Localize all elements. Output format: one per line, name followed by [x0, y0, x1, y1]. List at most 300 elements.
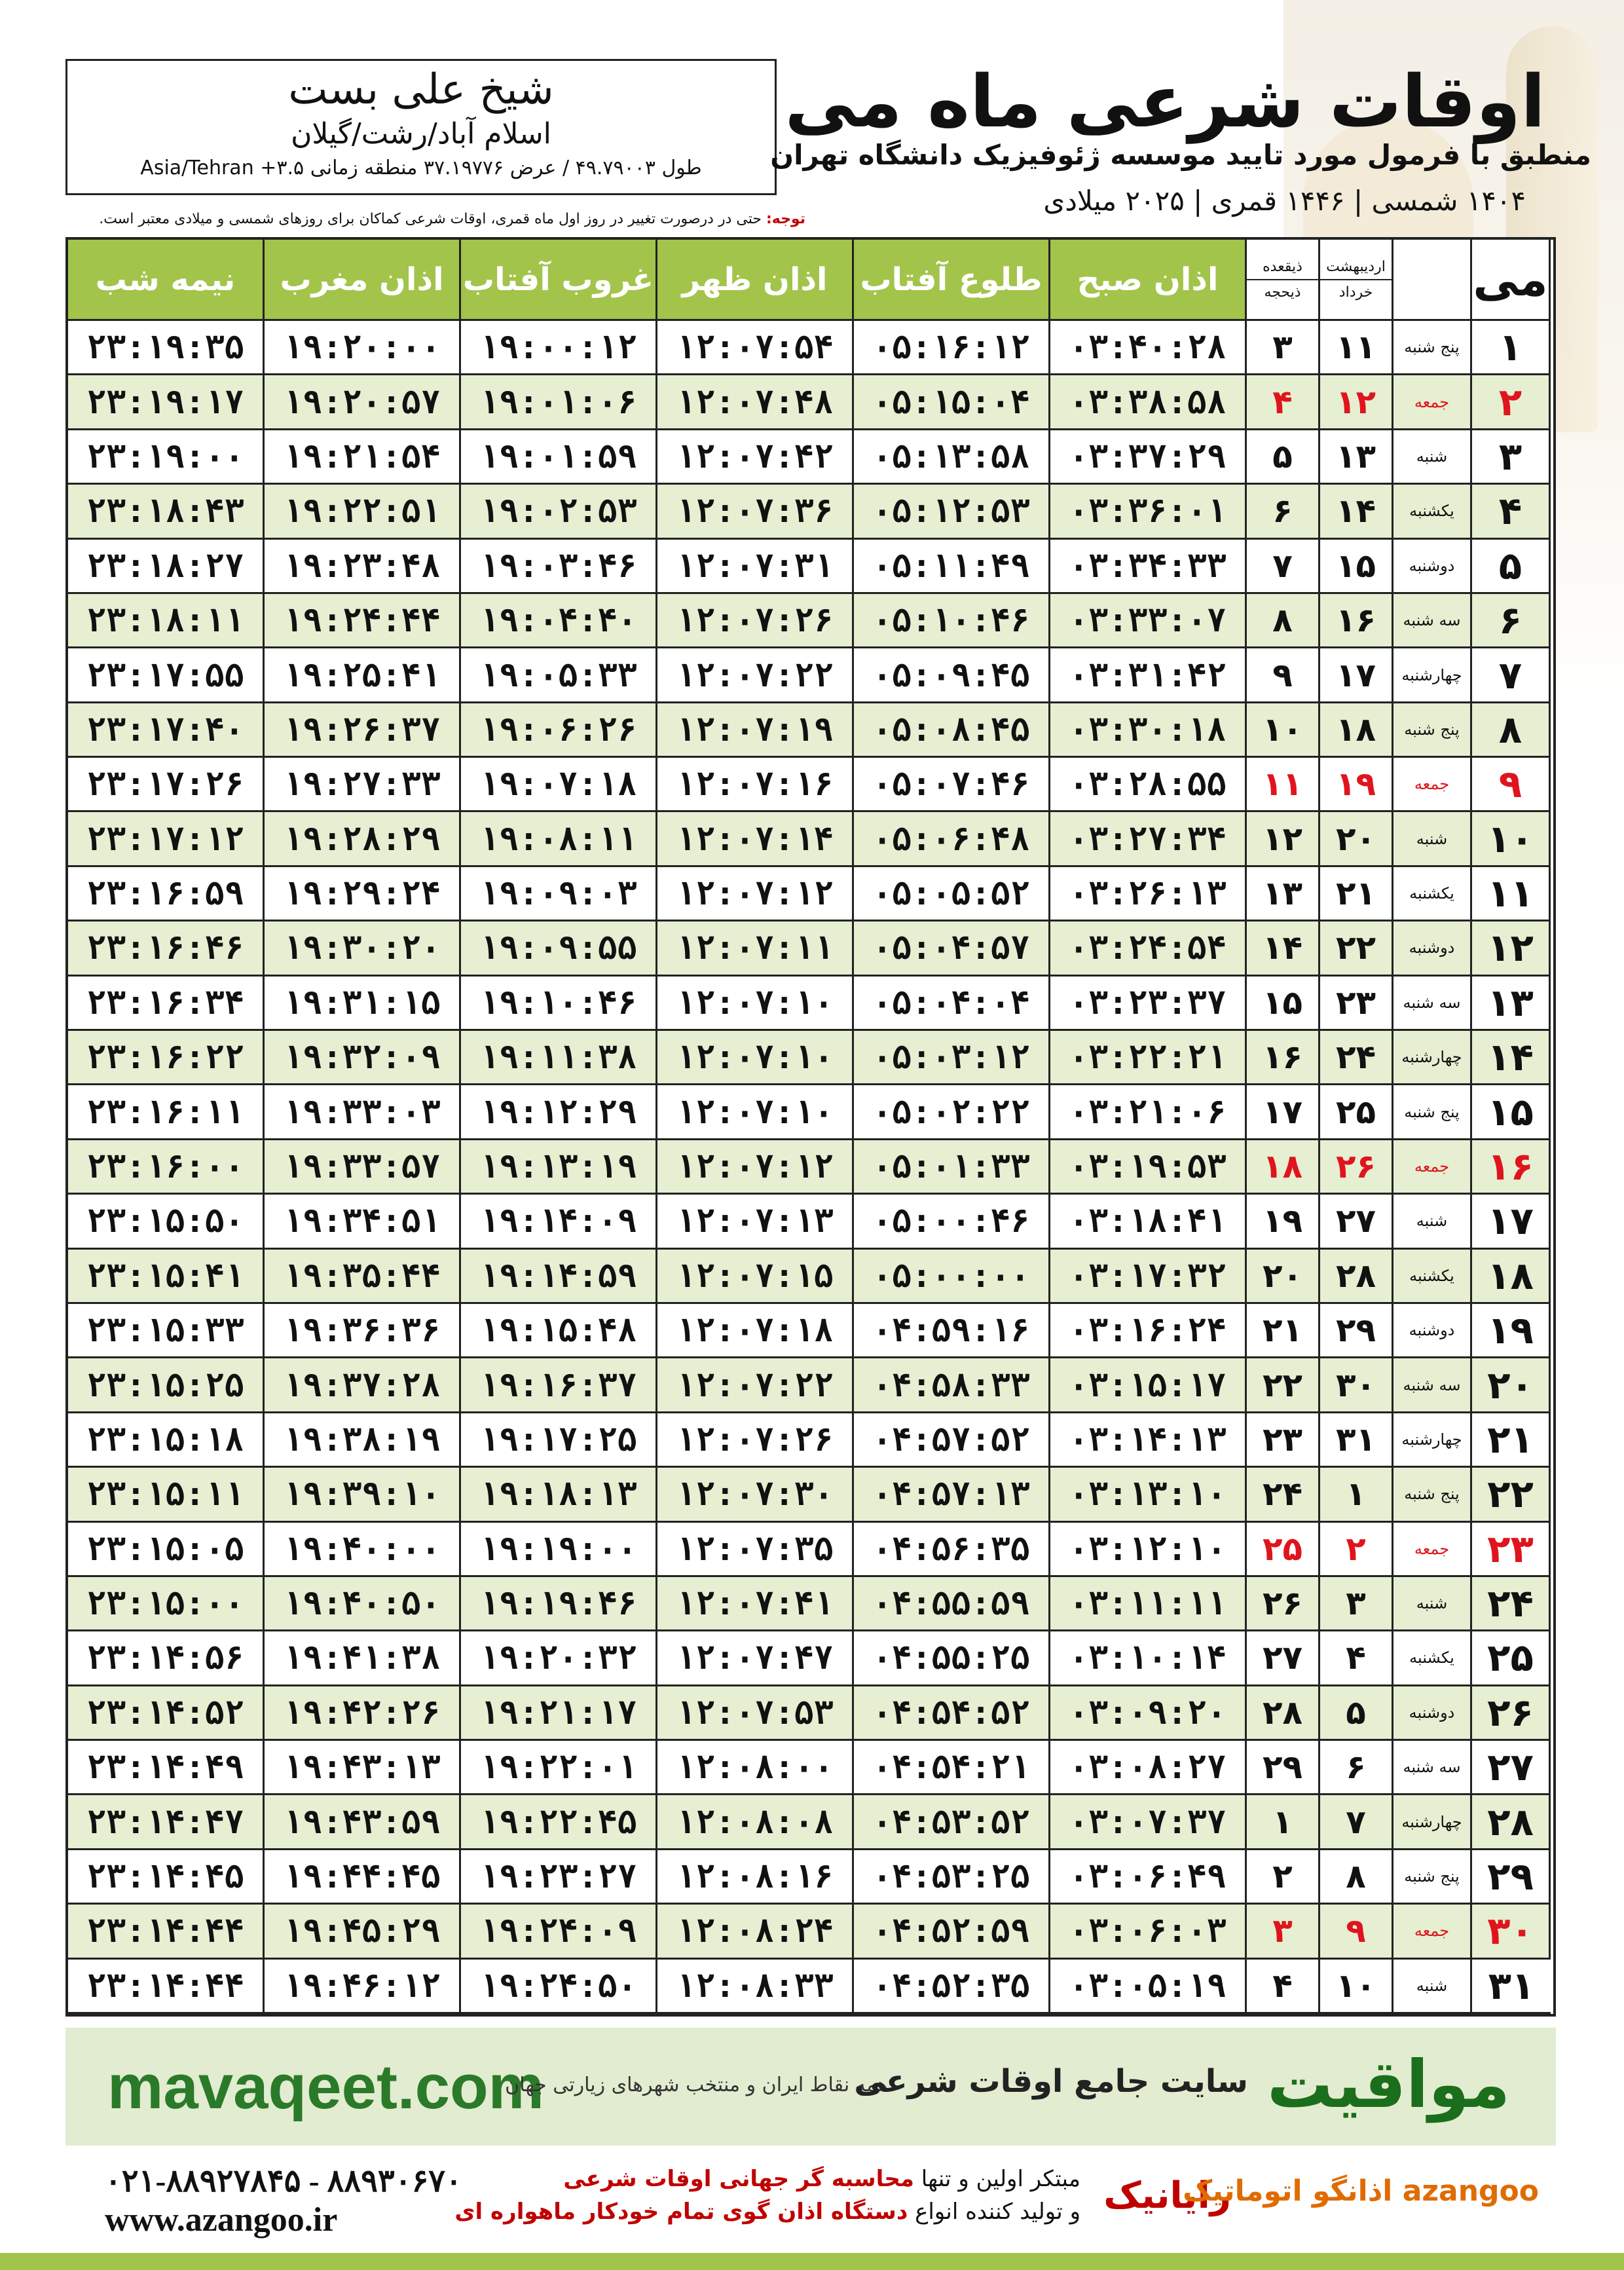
cell-day-name: شنبه [1393, 1195, 1472, 1249]
cell-dhuhr: ۱۲:۰۷:۴۷ [657, 1631, 854, 1686]
cell-midnight: ۲۳:۱۵:۳۳ [68, 1304, 265, 1358]
cell-sunrise: ۰۴:۵۷:۱۳ [854, 1468, 1050, 1522]
cell-sunset: ۱۹:۰۹:۰۳ [461, 867, 657, 921]
cell-sunset: ۱۹:۰۴:۴۰ [461, 594, 657, 648]
cell-mi-day: ۳۰ [1472, 1905, 1551, 1959]
cell-fajr: ۰۳:۰۸:۲۷ [1050, 1741, 1247, 1795]
cell-day-name: جمعه [1393, 1905, 1472, 1959]
cell-sunset: ۱۹:۱۷:۲۵ [461, 1413, 657, 1468]
cell-sunrise: ۰۵:۰۴:۵۷ [854, 921, 1050, 976]
header-qamari-top: ذیقعده [1247, 259, 1318, 280]
cell-fajr: ۰۳:۲۱:۰۶ [1050, 1085, 1247, 1140]
cell-shamsi-day: ۳ [1320, 1577, 1393, 1631]
cell-day-name: پنج شنبه [1393, 1085, 1472, 1140]
cell-sunrise: ۰۴:۵۷:۵۲ [854, 1413, 1050, 1468]
cell-qamari-day: ۲۲ [1247, 1358, 1320, 1413]
cell-mi-day: ۲۷ [1472, 1741, 1551, 1795]
cell-sunset: ۱۹:۱۳:۱۹ [461, 1140, 657, 1195]
cell-sunrise: ۰۵:۱۳:۵۸ [854, 430, 1050, 485]
cell-sunrise: ۰۴:۵۴:۲۱ [854, 1741, 1050, 1795]
cell-midnight: ۲۳:۱۶:۱۱ [68, 1085, 265, 1140]
rayanik-logo: رایانیک [1103, 2174, 1231, 2217]
cell-day-name: جمعه [1393, 1523, 1472, 1577]
cell-mi-day: ۲۵ [1472, 1631, 1551, 1686]
cell-midnight: ۲۳:۱۵:۱۸ [68, 1413, 265, 1468]
cell-day-name: جمعه [1393, 758, 1472, 812]
cell-shamsi-day: ۲۰ [1320, 812, 1393, 866]
cell-shamsi-day: ۲۵ [1320, 1085, 1393, 1140]
cell-sunset: ۱۹:۲۴:۵۰ [461, 1960, 657, 2014]
cell-day-name: پنج شنبه [1393, 1850, 1472, 1905]
cell-midnight: ۲۳:۱۵:۵۰ [68, 1195, 265, 1249]
cell-maghrib: ۱۹:۳۷:۲۸ [265, 1358, 461, 1413]
cell-sunrise: ۰۵:۰۴:۰۴ [854, 977, 1050, 1031]
cell-fajr: ۰۳:۱۰:۱۴ [1050, 1631, 1247, 1686]
cell-maghrib: ۱۹:۳۵:۴۴ [265, 1250, 461, 1304]
cell-dhuhr: ۱۲:۰۷:۱۶ [657, 758, 854, 812]
cell-maghrib: ۱۹:۳۰:۲۰ [265, 921, 461, 976]
cell-dhuhr: ۱۲:۰۷:۲۶ [657, 1413, 854, 1468]
cell-qamari-day: ۲۵ [1247, 1523, 1320, 1577]
header-dhuhr: اذان ظهر [657, 240, 854, 321]
cell-fajr: ۰۳:۳۱:۴۲ [1050, 648, 1247, 703]
cell-shamsi-day: ۸ [1320, 1850, 1393, 1905]
cell-maghrib: ۱۹:۴۱:۳۸ [265, 1631, 461, 1686]
cell-sunset: ۱۹:۰۰:۱۲ [461, 321, 657, 375]
cell-mi-day: ۱۷ [1472, 1195, 1551, 1249]
cell-sunset: ۱۹:۲۱:۱۷ [461, 1686, 657, 1741]
cell-qamari-day: ۵ [1247, 430, 1320, 485]
cell-shamsi-day: ۳۱ [1320, 1413, 1393, 1468]
cell-midnight: ۲۳:۱۵:۲۵ [68, 1358, 265, 1413]
cell-maghrib: ۱۹:۴۴:۴۵ [265, 1850, 461, 1905]
cell-sunset: ۱۹:۰۸:۱۱ [461, 812, 657, 866]
cell-maghrib: ۱۹:۳۴:۵۱ [265, 1195, 461, 1249]
cell-sunrise: ۰۵:۰۹:۴۵ [854, 648, 1050, 703]
cell-mi-day: ۲۸ [1472, 1795, 1551, 1850]
cell-midnight: ۲۳:۱۴:۵۲ [68, 1686, 265, 1741]
cell-mi-day: ۲۰ [1472, 1358, 1551, 1413]
header-month: می [1472, 240, 1551, 321]
cell-sunrise: ۰۵:۰۰:۰۰ [854, 1250, 1050, 1304]
cell-qamari-day: ۲۰ [1247, 1250, 1320, 1304]
cell-midnight: ۲۳:۱۶:۳۴ [68, 977, 265, 1031]
cell-midnight: ۲۳:۱۵:۰۵ [68, 1523, 265, 1577]
cell-qamari-day: ۲۶ [1247, 1577, 1320, 1631]
cell-dhuhr: ۱۲:۰۷:۱۹ [657, 703, 854, 758]
cell-mi-day: ۲ [1472, 375, 1551, 430]
cell-sunrise: ۰۵:۱۱:۴۹ [854, 540, 1050, 594]
cell-shamsi-day: ۷ [1320, 1795, 1393, 1850]
cell-shamsi-day: ۱ [1320, 1468, 1393, 1522]
cell-dhuhr: ۱۲:۰۷:۱۰ [657, 1031, 854, 1085]
cell-shamsi-day: ۱۵ [1320, 540, 1393, 594]
cell-maghrib: ۱۹:۲۹:۲۴ [265, 867, 461, 921]
cell-shamsi-day: ۱۹ [1320, 758, 1393, 812]
cell-day-name: چهارشنبه [1393, 1031, 1472, 1085]
footer-line1-b: محاسبه گر جهانی اوقات شرعی [563, 2166, 914, 2192]
cell-dhuhr: ۱۲:۰۷:۱۴ [657, 812, 854, 866]
cell-dhuhr: ۱۲:۰۷:۵۴ [657, 321, 854, 375]
cell-midnight: ۲۳:۱۵:۴۱ [68, 1250, 265, 1304]
cell-maghrib: ۱۹:۲۷:۳۳ [265, 758, 461, 812]
cell-mi-day: ۹ [1472, 758, 1551, 812]
cell-shamsi-day: ۱۴ [1320, 485, 1393, 539]
cell-mi-day: ۸ [1472, 703, 1551, 758]
cell-day-name: پنج شنبه [1393, 321, 1472, 375]
cell-dhuhr: ۱۲:۰۸:۳۳ [657, 1960, 854, 2014]
cell-midnight: ۲۳:۱۴:۴۵ [68, 1850, 265, 1905]
note [60, 211, 805, 227]
cell-mi-day: ۱۱ [1472, 867, 1551, 921]
cell-fajr: ۰۳:۱۵:۱۷ [1050, 1358, 1247, 1413]
cell-dhuhr: ۱۲:۰۷:۲۶ [657, 594, 854, 648]
note-text: حتی در درصورت تغییر در روز اول ماه قمری، اوقات شرعی کماکان برای روزهای شمسی و میلادی معتبر است. [99, 211, 762, 227]
cell-midnight: ۲۳:۱۹:۳۵ [68, 321, 265, 375]
cell-fajr: ۰۳:۱۷:۳۲ [1050, 1250, 1247, 1304]
cell-maghrib: ۱۹:۲۰:۰۰ [265, 321, 461, 375]
cell-mi-day: ۶ [1472, 594, 1551, 648]
cell-qamari-day: ۶ [1247, 485, 1320, 539]
cell-qamari-day: ۱۵ [1247, 977, 1320, 1031]
cell-dhuhr: ۱۲:۰۷:۱۸ [657, 1304, 854, 1358]
cell-sunset: ۱۹:۲۰:۳۲ [461, 1631, 657, 1686]
cell-day-name: شنبه [1393, 812, 1472, 866]
cell-qamari-day: ۲۱ [1247, 1304, 1320, 1358]
cell-sunrise: ۰۵:۰۷:۴۶ [854, 758, 1050, 812]
cell-fajr: ۰۳:۱۲:۱۰ [1050, 1523, 1247, 1577]
cell-fajr: ۰۳:۱۶:۲۴ [1050, 1304, 1247, 1358]
cell-maghrib: ۱۹:۴۲:۲۶ [265, 1686, 461, 1741]
cell-shamsi-day: ۱۰ [1320, 1960, 1393, 2014]
cell-sunset: ۱۹:۱۵:۴۸ [461, 1304, 657, 1358]
cell-qamari-day: ۱۳ [1247, 867, 1320, 921]
cell-qamari-day: ۲۴ [1247, 1468, 1320, 1522]
cell-mi-day: ۳۱ [1472, 1960, 1551, 2014]
cell-sunrise: ۰۴:۵۴:۵۲ [854, 1686, 1050, 1741]
header-sunrise: طلوع آفتاب [854, 240, 1050, 321]
cell-dhuhr: ۱۲:۰۷:۱۵ [657, 1250, 854, 1304]
cell-day-name: شنبه [1393, 1577, 1472, 1631]
cell-maghrib: ۱۹:۳۱:۱۵ [265, 977, 461, 1031]
cell-day-name: جمعه [1393, 1140, 1472, 1195]
cell-day-name: سه شنبه [1393, 594, 1472, 648]
cell-shamsi-day: ۱۳ [1320, 430, 1393, 485]
cell-sunrise: ۰۵:۰۸:۴۵ [854, 703, 1050, 758]
page-title: اوقات شرعی ماه می [784, 60, 1545, 143]
cell-shamsi-day: ۱۶ [1320, 594, 1393, 648]
cell-shamsi-day: ۳۰ [1320, 1358, 1393, 1413]
cell-mi-day: ۳ [1472, 430, 1551, 485]
footer-text [454, 2163, 1080, 2228]
cell-midnight: ۲۳:۱۹:۰۰ [68, 430, 265, 485]
cell-shamsi-day: ۱۲ [1320, 375, 1393, 430]
cell-sunset: ۱۹:۰۲:۵۳ [461, 485, 657, 539]
header-shamsi-bottom: خرداد [1338, 284, 1373, 301]
cell-shamsi-day: ۱۱ [1320, 321, 1393, 375]
mavaqeet-banner [65, 2028, 1556, 2146]
cell-midnight: ۲۳:۱۵:۰۰ [68, 1577, 265, 1631]
cell-sunset: ۱۹:۱۴:۰۹ [461, 1195, 657, 1249]
cell-sunset: ۱۹:۱۲:۲۹ [461, 1085, 657, 1140]
cell-midnight: ۲۳:۱۸:۱۱ [68, 594, 265, 648]
cell-sunrise: ۰۵:۰۲:۲۲ [854, 1085, 1050, 1140]
cell-maghrib: ۱۹:۲۶:۳۷ [265, 703, 461, 758]
cell-mi-day: ۲۴ [1472, 1577, 1551, 1631]
page-subtitle: منطبق با فرمول مورد تایید موسسه ژئوفیزیک دانشگاه تهران [770, 139, 1591, 171]
note-label: توجه: [766, 211, 805, 227]
cell-shamsi-day: ۲۴ [1320, 1031, 1393, 1085]
cell-maghrib: ۱۹:۳۳:۰۳ [265, 1085, 461, 1140]
cell-dhuhr: ۱۲:۰۷:۳۵ [657, 1523, 854, 1577]
banner-tagline: سایت جامع اوقات شرعی [854, 2063, 1248, 2100]
banner-tagline-secondary: همه نقاط ایران و منتخب شهرهای زیارتی جهان [505, 2074, 888, 2096]
cell-sunset: ۱۹:۱۰:۴۶ [461, 977, 657, 1031]
cell-midnight: ۲۳:۱۷:۴۰ [68, 703, 265, 758]
cell-sunset: ۱۹:۱۹:۰۰ [461, 1523, 657, 1577]
calendar-dates: ۱۴۰۴ شمسی | ۱۴۴۶ قمری | ۲۰۲۵ میلادی [1043, 185, 1526, 217]
cell-qamari-day: ۱۰ [1247, 703, 1320, 758]
cell-sunrise: ۰۵:۰۵:۵۲ [854, 867, 1050, 921]
cell-midnight: ۲۳:۱۹:۱۷ [68, 375, 265, 430]
cell-midnight: ۲۳:۱۶:۴۶ [68, 921, 265, 976]
cell-dhuhr: ۱۲:۰۷:۱۱ [657, 921, 854, 976]
cell-dhuhr: ۱۲:۰۷:۴۱ [657, 1577, 854, 1631]
header-fajr: اذان صبح [1050, 240, 1247, 321]
cell-qamari-day: ۷ [1247, 540, 1320, 594]
cell-qamari-day: ۲۳ [1247, 1413, 1320, 1468]
cell-dhuhr: ۱۲:۰۷:۳۶ [657, 485, 854, 539]
cell-dhuhr: ۱۲:۰۷:۱۰ [657, 977, 854, 1031]
cell-qamari-day: ۲۸ [1247, 1686, 1320, 1741]
cell-qamari-day: ۴ [1247, 375, 1320, 430]
phone-numbers: ۰۲۱-۸۸۹۲۷۸۴۵ - ۸۸۹۳۰۶۷۰ [105, 2164, 462, 2199]
cell-shamsi-day: ۱۸ [1320, 703, 1393, 758]
cell-sunrise: ۰۴:۵۲:۳۵ [854, 1960, 1050, 2014]
cell-midnight: ۲۳:۱۶:۰۰ [68, 1140, 265, 1195]
coordinates: طول ۴۹.۷۹۰۰۳ / عرض ۳۷.۱۹۷۷۶ منطقه زمانی ۳.۵+ Asia/Tehran [140, 157, 702, 179]
cell-dhuhr: ۱۲:۰۷:۲۲ [657, 648, 854, 703]
cell-fajr: ۰۳:۱۴:۱۳ [1050, 1413, 1247, 1468]
cell-day-name: چهارشنبه [1393, 1795, 1472, 1850]
footer-line2-b: دستگاه اذان گوی تمام خودکار ماهواره ای [454, 2199, 908, 2225]
cell-shamsi-day: ۲ [1320, 1523, 1393, 1577]
cell-midnight: ۲۳:۱۴:۴۷ [68, 1795, 265, 1850]
cell-sunrise: ۰۴:۵۶:۳۵ [854, 1523, 1050, 1577]
cell-midnight: ۲۳:۱۴:۵۶ [68, 1631, 265, 1686]
header-midnight: نیمه شب [68, 240, 265, 321]
cell-fajr: ۰۳:۲۲:۲۱ [1050, 1031, 1247, 1085]
cell-fajr: ۰۳:۰۵:۱۹ [1050, 1960, 1247, 2014]
cell-mi-day: ۱ [1472, 321, 1551, 375]
cell-midnight: ۲۳:۱۸:۴۳ [68, 485, 265, 539]
cell-qamari-day: ۴ [1247, 1960, 1320, 2014]
cell-midnight: ۲۳:۱۷:۱۲ [68, 812, 265, 866]
cell-midnight: ۲۳:۱۵:۱۱ [68, 1468, 265, 1522]
cell-mi-day: ۱۴ [1472, 1031, 1551, 1085]
cell-dhuhr: ۱۲:۰۷:۳۰ [657, 1468, 854, 1522]
cell-qamari-day: ۱۱ [1247, 758, 1320, 812]
cell-mi-day: ۱۰ [1472, 812, 1551, 866]
cell-dhuhr: ۱۲:۰۷:۱۲ [657, 867, 854, 921]
cell-day-name: چهارشنبه [1393, 1413, 1472, 1468]
cell-mi-day: ۲۶ [1472, 1686, 1551, 1741]
cell-mi-day: ۲۱ [1472, 1413, 1551, 1468]
cell-sunrise: ۰۴:۵۵:۵۹ [854, 1577, 1050, 1631]
azangoo-logo [1183, 2174, 1539, 2208]
header-maghrib: اذان مغرب [265, 240, 461, 321]
footer-website[interactable]: www.azangoo.ir [105, 2201, 338, 2239]
location-box [65, 59, 777, 195]
site-url[interactable]: mavaqeet.com [107, 2052, 544, 2122]
azangoo-title: اذانگو اتوماتیک [1183, 2174, 1393, 2208]
cell-fajr: ۰۳:۳۰:۱۸ [1050, 703, 1247, 758]
footer-line1-a: مبتکر اولین و تنها [921, 2166, 1080, 2192]
cell-maghrib: ۱۹:۴۰:۵۰ [265, 1577, 461, 1631]
cell-qamari-day: ۱۷ [1247, 1085, 1320, 1140]
cell-qamari-day: ۲۹ [1247, 1741, 1320, 1795]
cell-day-name: چهارشنبه [1393, 648, 1472, 703]
cell-fajr: ۰۳:۲۶:۱۳ [1050, 867, 1247, 921]
cell-fajr: ۰۳:۳۶:۰۱ [1050, 485, 1247, 539]
cell-mi-day: ۱۶ [1472, 1140, 1551, 1195]
cell-sunrise: ۰۴:۵۳:۲۵ [854, 1850, 1050, 1905]
header-qamari [1247, 240, 1320, 321]
cell-shamsi-day: ۲۳ [1320, 977, 1393, 1031]
cell-fajr: ۰۳:۰۶:۴۹ [1050, 1850, 1247, 1905]
cell-shamsi-day: ۴ [1320, 1631, 1393, 1686]
cell-day-name: یکشنبه [1393, 867, 1472, 921]
cell-fajr: ۰۳:۰۷:۳۷ [1050, 1795, 1247, 1850]
cell-sunset: ۱۹:۱۴:۵۹ [461, 1250, 657, 1304]
cell-sunset: ۱۹:۰۵:۳۳ [461, 648, 657, 703]
header-qamari-bottom: ذیحجه [1264, 284, 1301, 301]
cell-sunrise: ۰۴:۵۵:۲۵ [854, 1631, 1050, 1686]
cell-midnight: ۲۳:۱۸:۲۷ [68, 540, 265, 594]
cell-day-name: شنبه [1393, 430, 1472, 485]
cell-maghrib: ۱۹:۴۳:۱۳ [265, 1741, 461, 1795]
cell-sunrise: ۰۵:۱۶:۱۲ [854, 321, 1050, 375]
mavaqeet-logo: مواقیت [1266, 2046, 1510, 2123]
cell-dhuhr: ۱۲:۰۷:۱۲ [657, 1140, 854, 1195]
cell-sunset: ۱۹:۲۲:۴۵ [461, 1795, 657, 1850]
cell-midnight: ۲۳:۱۷:۲۶ [68, 758, 265, 812]
cell-mi-day: ۲۳ [1472, 1523, 1551, 1577]
cell-qamari-day: ۱ [1247, 1795, 1320, 1850]
cell-midnight: ۲۳:۱۶:۵۹ [68, 867, 265, 921]
cell-qamari-day: ۲ [1247, 1850, 1320, 1905]
cell-fajr: ۰۳:۳۳:۰۷ [1050, 594, 1247, 648]
cell-fajr: ۰۳:۲۸:۵۵ [1050, 758, 1247, 812]
cell-day-name: جمعه [1393, 375, 1472, 430]
cell-fajr: ۰۳:۲۳:۳۷ [1050, 977, 1247, 1031]
cell-day-name: سه شنبه [1393, 1358, 1472, 1413]
cell-qamari-day: ۳ [1247, 321, 1320, 375]
cell-shamsi-day: ۱۷ [1320, 648, 1393, 703]
cell-shamsi-day: ۲۷ [1320, 1195, 1393, 1249]
cell-dhuhr: ۱۲:۰۸:۱۶ [657, 1850, 854, 1905]
cell-mi-day: ۱۳ [1472, 977, 1551, 1031]
cell-sunset: ۱۹:۰۱:۵۹ [461, 430, 657, 485]
cell-sunset: ۱۹:۱۶:۳۷ [461, 1358, 657, 1413]
cell-shamsi-day: ۲۱ [1320, 867, 1393, 921]
cell-dhuhr: ۱۲:۰۷:۱۳ [657, 1195, 854, 1249]
cell-dhuhr: ۱۲:۰۸:۰۸ [657, 1795, 854, 1850]
cell-maghrib: ۱۹:۴۰:۰۰ [265, 1523, 461, 1577]
cell-maghrib: ۱۹:۲۵:۴۱ [265, 648, 461, 703]
city-name: شیخ علی بست [288, 65, 554, 114]
cell-sunset: ۱۹:۰۹:۵۵ [461, 921, 657, 976]
cell-sunrise: ۰۵:۱۰:۴۶ [854, 594, 1050, 648]
footer [65, 2155, 1559, 2240]
cell-day-name: یکشنبه [1393, 1250, 1472, 1304]
region-name: اسلام آباد/رشت/گیلان [291, 117, 551, 151]
cell-shamsi-day: ۲۲ [1320, 921, 1393, 976]
cell-dhuhr: ۱۲:۰۷:۴۸ [657, 375, 854, 430]
cell-maghrib: ۱۹:۴۳:۵۹ [265, 1795, 461, 1850]
cell-dhuhr: ۱۲:۰۷:۵۳ [657, 1686, 854, 1741]
cell-maghrib: ۱۹:۴۶:۱۲ [265, 1960, 461, 2014]
cell-maghrib: ۱۹:۳۶:۳۶ [265, 1304, 461, 1358]
cell-qamari-day: ۱۴ [1247, 921, 1320, 976]
cell-fajr: ۰۳:۳۴:۳۳ [1050, 540, 1247, 594]
cell-maghrib: ۱۹:۳۳:۵۷ [265, 1140, 461, 1195]
cell-dhuhr: ۱۲:۰۷:۴۲ [657, 430, 854, 485]
cell-maghrib: ۱۹:۳۹:۱۰ [265, 1468, 461, 1522]
cell-fajr: ۰۳:۲۴:۵۴ [1050, 921, 1247, 976]
cell-qamari-day: ۱۶ [1247, 1031, 1320, 1085]
cell-mi-day: ۷ [1472, 648, 1551, 703]
cell-maghrib: ۱۹:۴۵:۲۹ [265, 1905, 461, 1959]
cell-day-name: دوشنبه [1393, 1686, 1472, 1741]
cell-dhuhr: ۱۲:۰۸:۰۰ [657, 1741, 854, 1795]
cell-sunset: ۱۹:۲۲:۰۱ [461, 1741, 657, 1795]
header-sunset: غروب آفتاب [461, 240, 657, 321]
header-day-name [1393, 240, 1472, 321]
cell-mi-day: ۵ [1472, 540, 1551, 594]
cell-sunrise: ۰۵:۰۰:۴۶ [854, 1195, 1050, 1249]
cell-mi-day: ۱۲ [1472, 921, 1551, 976]
cell-day-name: یکشنبه [1393, 485, 1472, 539]
cell-mi-day: ۱۸ [1472, 1250, 1551, 1304]
cell-maghrib: ۱۹:۳۲:۰۹ [265, 1031, 461, 1085]
cell-qamari-day: ۹ [1247, 648, 1320, 703]
cell-sunrise: ۰۵:۰۱:۳۳ [854, 1140, 1050, 1195]
cell-day-name: سه شنبه [1393, 977, 1472, 1031]
cell-mi-day: ۲۲ [1472, 1468, 1551, 1522]
cell-sunset: ۱۹:۲۴:۰۹ [461, 1905, 657, 1959]
cell-shamsi-day: ۲۸ [1320, 1250, 1393, 1304]
cell-shamsi-day: ۲۹ [1320, 1304, 1393, 1358]
azangoo-sub: azangoo [1402, 2174, 1539, 2208]
cell-shamsi-day: ۶ [1320, 1741, 1393, 1795]
cell-sunrise: ۰۵:۱۲:۵۳ [854, 485, 1050, 539]
cell-sunset: ۱۹:۰۳:۴۶ [461, 540, 657, 594]
cell-dhuhr: ۱۲:۰۷:۲۲ [657, 1358, 854, 1413]
cell-midnight: ۲۳:۱۷:۵۵ [68, 648, 265, 703]
cell-midnight: ۲۳:۱۶:۲۲ [68, 1031, 265, 1085]
cell-qamari-day: ۲۷ [1247, 1631, 1320, 1686]
cell-shamsi-day: ۵ [1320, 1686, 1393, 1741]
cell-midnight: ۲۳:۱۴:۴۹ [68, 1741, 265, 1795]
cell-fajr: ۰۳:۱۹:۵۳ [1050, 1140, 1247, 1195]
cell-mi-day: ۲۹ [1472, 1850, 1551, 1905]
cell-sunrise: ۰۴:۵۳:۵۲ [854, 1795, 1050, 1850]
cell-day-name: پنج شنبه [1393, 1468, 1472, 1522]
cell-dhuhr: ۱۲:۰۸:۲۴ [657, 1905, 854, 1959]
cell-maghrib: ۱۹:۲۳:۴۸ [265, 540, 461, 594]
cell-day-name: پنج شنبه [1393, 703, 1472, 758]
